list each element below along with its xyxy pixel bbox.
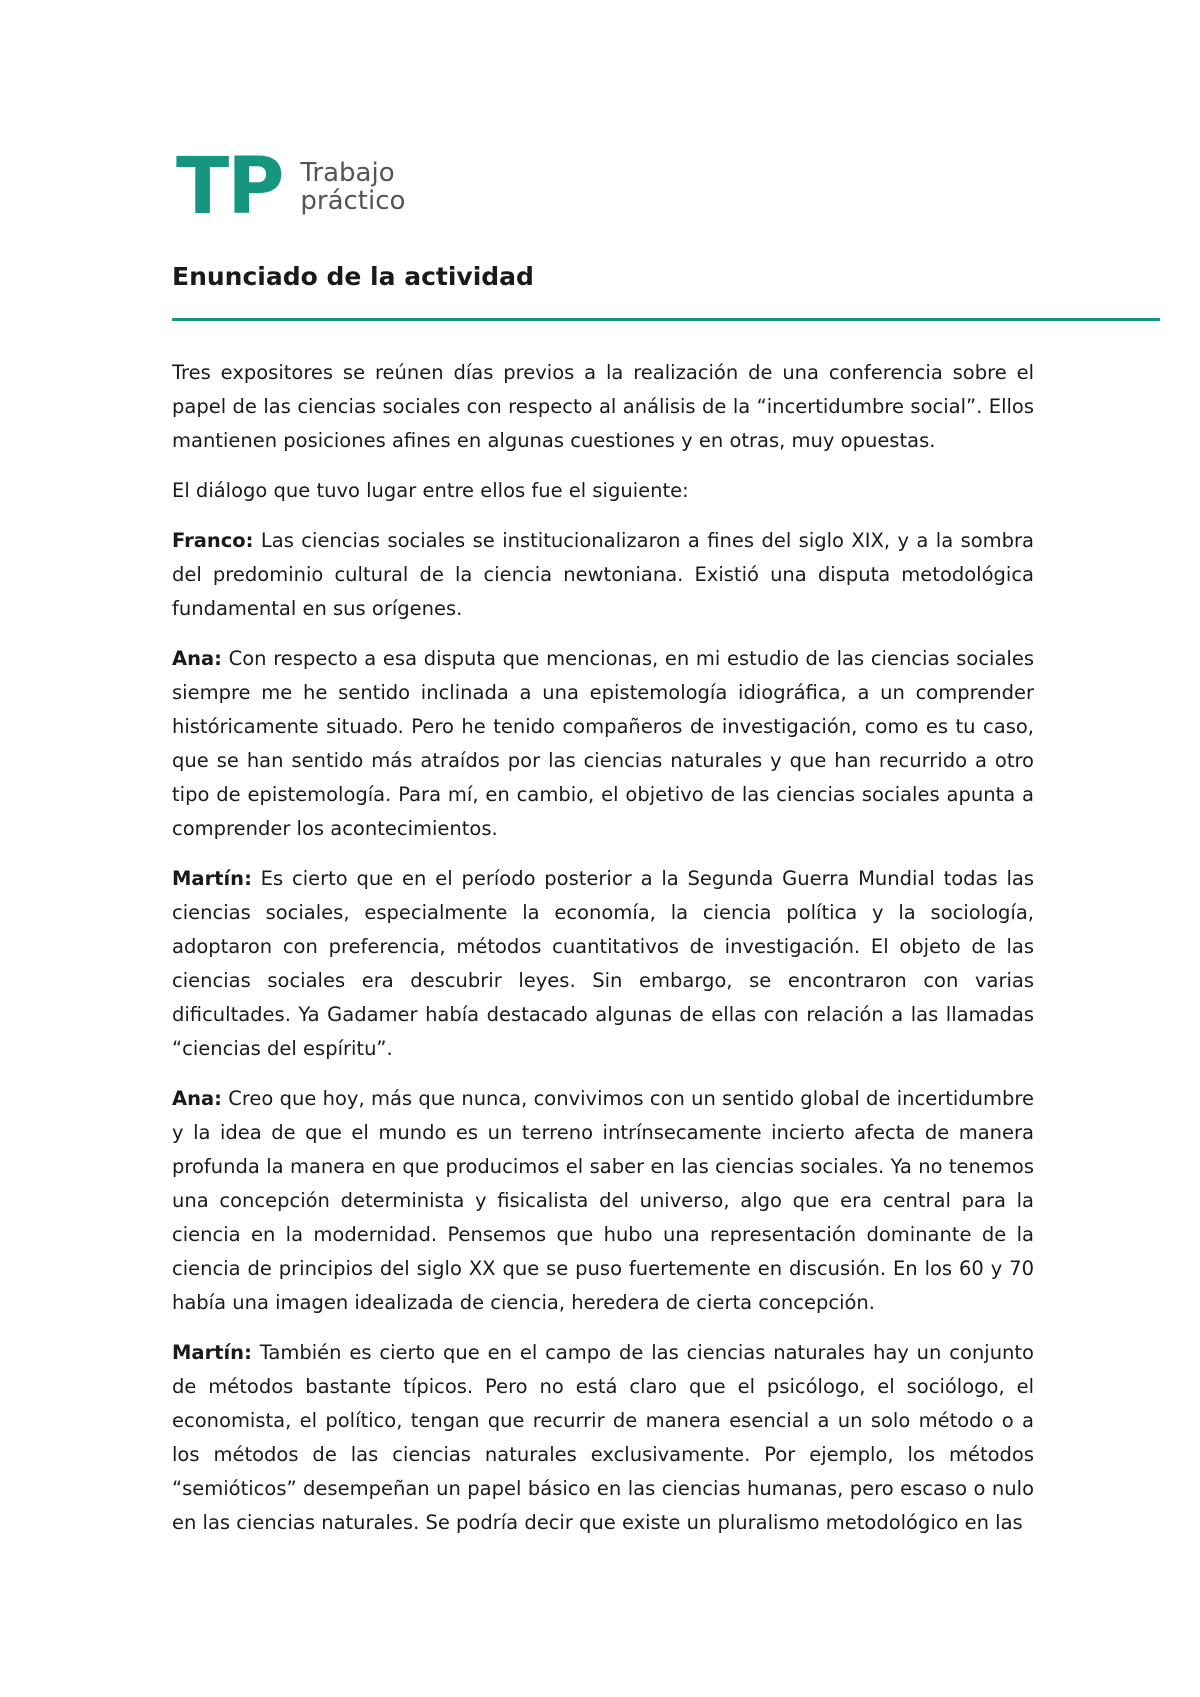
logo-mark: TP xyxy=(176,142,283,232)
dialogue-text: También es cierto que en el campo de las ciencias naturales hay un conjunto de métodos bastante típicos. Pero no está claro que el psicólogo, el sociólogo, el economista, el político, tengan que recurrir de manera esencial a un solo método o a los métodos de las ciencias naturales exclusivamente. Por ejemplo, los métodos “semióticos” desempeñan un papel básico en las ciencias humanas, pero escaso o nulo en las ciencias naturales. Se podría decir que existe un pluralismo metodológico en las xyxy=(172,1341,1034,1534)
tp-logo xyxy=(176,142,406,232)
logo-line-1: Trabajo xyxy=(300,158,395,188)
dialogue-text: Las ciencias sociales se institucionalizaron a fines del siglo XIX, y a la sombra del predominio cultural de la ciencia newtoniana. Existió una disputa metodológica fundamental en sus orígenes. xyxy=(172,529,1034,620)
dialogue-text: Creo que hoy, más que nunca, convivimos con un sentido global de incertidumbre y la idea de que el mundo es un terreno intrínsecamente incierto afecta de manera profunda la manera en que producimos el saber en las ciencias sociales. Ya no tenemos una concepción determinista y fisicalista del universo, algo que era central para la ciencia en la modernidad. Pensemos que hubo una representación dominante de la ciencia de principios del siglo XX que se puso fuertemente en discusión. En los 60 y 70 había una imagen idealizada de ciencia, heredera de cierta concepción. xyxy=(172,1087,1034,1314)
intro-paragraph: El diálogo que tuvo lugar entre ellos fue el siguiente: xyxy=(172,479,689,502)
logo-line-2: práctico xyxy=(300,186,406,216)
document-body xyxy=(172,356,1034,1556)
speaker-name: Ana: xyxy=(172,647,222,670)
dialogue-text: Es cierto que en el período posterior a la Segunda Guerra Mundial todas las ciencias sociales, especialmente la economía, la ciencia política y la sociología, adoptaron con preferencia, métodos cuantitativos de investigación. El objeto de las ciencias sociales era descubrir leyes. Sin embargo, se encontraron con varias dificultades. Ya Gadamer había destacado algunas de ellas con relación a las llamadas “ciencias del espíritu”. xyxy=(172,867,1034,1060)
dialogue-paragraph xyxy=(172,1336,1034,1540)
speaker-name: Franco: xyxy=(172,529,254,552)
dialogue-text: Con respecto a esa disputa que mencionas, en mi estudio de las ciencias sociales siempre me he sentido inclinada a una epistemología idiográfica, a un comprender históricamente situado. Pero he tenido compañeros de investigación, como es tu caso, que se han sentido más atraídos por las ciencias naturales y que han recurrido a otro tipo de epistemología. Para mí, en cambio, el objetivo de las ciencias sociales apunta a comprender los acontecimientos. xyxy=(172,647,1034,840)
dialogue-paragraph xyxy=(172,1082,1034,1320)
dialogue-paragraph xyxy=(172,524,1034,626)
intro-paragraph: Tres expositores se reúnen días previos a la realización de una conferencia sobre el papel de las ciencias sociales con respecto al análisis de la “incertidumbre social”. Ellos mantienen posiciones afines en algunas cuestiones y en otras, muy opuestas. xyxy=(172,361,1034,452)
dialogue-paragraph xyxy=(172,862,1034,1066)
speaker-name: Martín: xyxy=(172,1341,252,1364)
dialogue-paragraph xyxy=(172,642,1034,846)
logo-text xyxy=(300,159,405,215)
page-title: Enunciado de la actividad xyxy=(172,262,534,291)
title-divider xyxy=(172,318,1160,321)
speaker-name: Martín: xyxy=(172,867,252,890)
speaker-name: Ana: xyxy=(172,1087,222,1110)
